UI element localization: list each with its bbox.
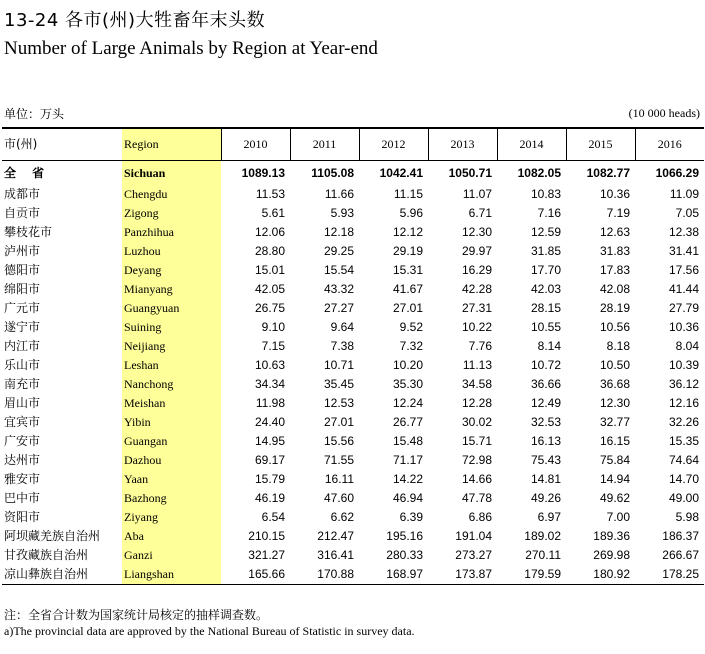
cell-value: 43.32 bbox=[323, 282, 354, 296]
cell-value: 16.15 bbox=[599, 434, 630, 448]
cell-value: 12.06 bbox=[254, 225, 285, 239]
cell-region-name: Ganzi bbox=[122, 546, 221, 565]
cell-value: 7.00 bbox=[606, 510, 630, 524]
cell-value: 7.19 bbox=[606, 206, 630, 220]
cell-value: 7.76 bbox=[468, 339, 492, 353]
cell-value: 42.03 bbox=[530, 282, 561, 296]
cell-value: 9.64 bbox=[330, 320, 354, 334]
cell-city-name: 巴中市 bbox=[4, 491, 41, 505]
cell-value: 31.85 bbox=[530, 244, 561, 258]
cell-city-name: 泸州市 bbox=[4, 244, 41, 258]
cell-value: 6.39 bbox=[399, 510, 423, 524]
cell-city-name: 雅安市 bbox=[4, 472, 41, 486]
cell-value: 27.31 bbox=[461, 301, 492, 315]
cell-city-name: 遂宁市 bbox=[4, 320, 41, 334]
cell-city-name: 眉山市 bbox=[4, 396, 41, 410]
cell-value: 71.17 bbox=[392, 453, 423, 467]
cell-value: 72.98 bbox=[461, 453, 492, 467]
cell-region-name: Mianyang bbox=[122, 280, 221, 299]
cell-value: 16.11 bbox=[324, 472, 354, 486]
cell-value: 42.28 bbox=[461, 282, 492, 296]
cell-value: 1105.08 bbox=[311, 166, 354, 180]
table-header-row bbox=[2, 128, 704, 161]
cell-value: 14.81 bbox=[530, 472, 561, 486]
cell-value: 6.86 bbox=[468, 510, 492, 524]
cell-region-name: Deyang bbox=[122, 261, 221, 280]
cell-value: 28.19 bbox=[599, 301, 630, 315]
table-row bbox=[2, 470, 704, 489]
cell-value: 269.98 bbox=[593, 548, 630, 562]
cell-city-name: 阿坝藏羌族自治州 bbox=[4, 529, 101, 543]
table-row bbox=[2, 299, 704, 318]
cell-value: 35.45 bbox=[323, 377, 354, 391]
cell-value: 12.63 bbox=[599, 225, 630, 239]
cell-value: 11.09 bbox=[669, 187, 699, 201]
cell-region-name: Suining bbox=[122, 318, 221, 337]
cell-region-name: Chengdu bbox=[122, 185, 221, 204]
cell-city-name: 凉山彝族自治州 bbox=[2, 565, 122, 585]
cell-value: 7.16 bbox=[537, 206, 561, 220]
cell-value: 42.08 bbox=[599, 282, 630, 296]
cell-value: 12.28 bbox=[461, 396, 492, 410]
cell-value: 165.66 bbox=[221, 565, 290, 585]
cell-value: 75.43 bbox=[530, 453, 561, 467]
cell-value: 12.12 bbox=[392, 225, 423, 239]
cell-region-name: Guangyuan bbox=[122, 299, 221, 318]
cell-value: 10.56 bbox=[599, 320, 630, 334]
cell-value: 14.22 bbox=[392, 472, 423, 486]
cell-region-name: Meishan bbox=[122, 394, 221, 413]
cell-region-name: Yibin bbox=[122, 413, 221, 432]
cell-value: 12.30 bbox=[461, 225, 492, 239]
table-row bbox=[2, 489, 704, 508]
cell-value: 30.02 bbox=[461, 415, 492, 429]
cell-value: 29.25 bbox=[323, 244, 354, 258]
cell-value: 7.05 bbox=[675, 206, 699, 220]
cell-value: 17.56 bbox=[668, 263, 699, 277]
table-row bbox=[2, 413, 704, 432]
cell-value: 49.62 bbox=[599, 491, 630, 505]
unit-label-chinese: 单位：万头 bbox=[4, 107, 65, 121]
cell-value: 75.84 bbox=[599, 453, 630, 467]
cell-region-name: Panzhihua bbox=[122, 223, 221, 242]
cell-value: 71.55 bbox=[323, 453, 354, 467]
cell-value: 186.37 bbox=[662, 529, 699, 543]
cell-value: 14.70 bbox=[668, 472, 699, 486]
cell-value: 212.47 bbox=[317, 529, 354, 543]
cell-value: 69.17 bbox=[254, 453, 285, 467]
cell-value: 46.19 bbox=[254, 491, 285, 505]
cell-value: 195.16 bbox=[386, 529, 423, 543]
cell-value: 36.12 bbox=[668, 377, 699, 391]
header-year: 2013 bbox=[428, 128, 497, 161]
cell-value: 11.07 bbox=[462, 187, 492, 201]
header-year: 2010 bbox=[221, 128, 290, 161]
cell-value: 5.96 bbox=[399, 206, 423, 220]
cell-value: 15.48 bbox=[392, 434, 423, 448]
table-row bbox=[2, 432, 704, 451]
table-total-row bbox=[2, 161, 704, 186]
cell-value: 7.15 bbox=[261, 339, 285, 353]
cell-city-name: 攀枝花市 bbox=[4, 225, 53, 239]
cell-value: 12.38 bbox=[668, 225, 699, 239]
cell-city-name: 内江市 bbox=[4, 339, 41, 353]
table-row bbox=[2, 204, 704, 223]
cell-city-name: 资阳市 bbox=[4, 510, 41, 524]
cell-city-name: 达州市 bbox=[4, 453, 41, 467]
cell-value: 270.11 bbox=[525, 548, 561, 562]
cell-value: 10.39 bbox=[668, 358, 699, 372]
cell-value: 11.13 bbox=[462, 358, 492, 372]
cell-value: 10.36 bbox=[599, 187, 630, 201]
cell-value: 49.26 bbox=[530, 491, 561, 505]
cell-value: 14.94 bbox=[599, 472, 630, 486]
cell-value: 1042.41 bbox=[379, 166, 423, 180]
header-year: 2014 bbox=[497, 128, 566, 161]
cell-region-name: Guangan bbox=[122, 432, 221, 451]
header-year: 2012 bbox=[359, 128, 428, 161]
page-title-chinese: 13-24 各市(州)大牲畜年末头数 bbox=[4, 10, 266, 31]
cell-value: 1082.05 bbox=[517, 166, 561, 180]
cell-value: 189.02 bbox=[524, 529, 561, 543]
cell-region-name: Liangshan bbox=[122, 565, 221, 585]
cell-city-name: 自贡市 bbox=[4, 206, 41, 220]
cell-city-name: 全 省 bbox=[4, 166, 51, 180]
cell-value: 12.18 bbox=[323, 225, 354, 239]
cell-value: 316.41 bbox=[317, 548, 354, 562]
cell-value: 17.83 bbox=[599, 263, 630, 277]
cell-region-name: Nanchong bbox=[122, 375, 221, 394]
cell-city-name: 南充市 bbox=[4, 377, 41, 391]
cell-city-name: 成都市 bbox=[4, 187, 41, 201]
livestock-table bbox=[2, 127, 704, 585]
cell-region-name: Aba bbox=[122, 527, 221, 546]
cell-value: 41.67 bbox=[392, 282, 423, 296]
cell-value: 47.78 bbox=[461, 491, 492, 505]
cell-city-name: 绵阳市 bbox=[4, 282, 41, 296]
table-row bbox=[2, 508, 704, 527]
cell-value: 9.10 bbox=[261, 320, 285, 334]
cell-region-name: Sichuan bbox=[122, 161, 221, 186]
cell-value: 6.71 bbox=[468, 206, 492, 220]
table-row bbox=[2, 527, 704, 546]
cell-value: 12.24 bbox=[392, 396, 423, 410]
cell-value: 15.56 bbox=[323, 434, 354, 448]
cell-value: 12.30 bbox=[599, 396, 630, 410]
cell-value: 29.19 bbox=[392, 244, 423, 258]
cell-value: 280.33 bbox=[386, 548, 423, 562]
cell-value: 11.66 bbox=[324, 187, 354, 201]
cell-value: 12.49 bbox=[530, 396, 561, 410]
table-row bbox=[2, 451, 704, 470]
cell-value: 15.35 bbox=[668, 434, 699, 448]
page-title-english: Number of Large Animals by Region at Year-end bbox=[4, 38, 378, 59]
cell-region-name: Bazhong bbox=[122, 489, 221, 508]
cell-value: 34.34 bbox=[254, 377, 285, 391]
footnote-english: a)The provincial data are approved by the National Bureau of Statistic in survey data. bbox=[4, 624, 415, 638]
cell-value: 32.53 bbox=[530, 415, 561, 429]
cell-region-name: Luzhou bbox=[122, 242, 221, 261]
cell-value: 7.32 bbox=[399, 339, 423, 353]
cell-value: 36.68 bbox=[599, 377, 630, 391]
cell-value: 47.60 bbox=[323, 491, 354, 505]
cell-value: 32.77 bbox=[599, 415, 630, 429]
cell-value: 16.13 bbox=[530, 434, 561, 448]
cell-value: 10.55 bbox=[530, 320, 561, 334]
cell-value: 49.00 bbox=[668, 491, 699, 505]
cell-value: 321.27 bbox=[248, 548, 285, 562]
cell-region-name: Dazhou bbox=[122, 451, 221, 470]
cell-value: 1082.77 bbox=[586, 166, 630, 180]
table-row bbox=[2, 546, 704, 565]
footnote-chinese: 注：全省合计数为国家统计局核定的抽样调查数。 bbox=[4, 608, 269, 622]
cell-value: 26.75 bbox=[254, 301, 285, 315]
cell-value: 168.97 bbox=[359, 565, 428, 585]
cell-value: 6.62 bbox=[330, 510, 354, 524]
cell-value: 6.97 bbox=[537, 510, 561, 524]
header-region: Region bbox=[122, 128, 221, 161]
cell-value: 12.53 bbox=[323, 396, 354, 410]
cell-value: 15.71 bbox=[461, 434, 492, 448]
cell-value: 10.83 bbox=[530, 187, 561, 201]
cell-value: 26.77 bbox=[392, 415, 423, 429]
cell-value: 273.27 bbox=[455, 548, 492, 562]
cell-value: 173.87 bbox=[428, 565, 497, 585]
cell-value: 5.61 bbox=[261, 206, 285, 220]
cell-value: 179.59 bbox=[497, 565, 566, 585]
cell-value: 14.95 bbox=[254, 434, 285, 448]
cell-value: 5.98 bbox=[675, 510, 699, 524]
cell-value: 28.15 bbox=[530, 301, 561, 315]
cell-value: 8.04 bbox=[675, 339, 699, 353]
cell-value: 27.27 bbox=[323, 301, 354, 315]
table-row bbox=[2, 565, 704, 585]
cell-value: 24.40 bbox=[254, 415, 285, 429]
cell-value: 9.52 bbox=[399, 320, 423, 334]
cell-value: 210.15 bbox=[248, 529, 285, 543]
cell-value: 11.98 bbox=[255, 396, 285, 410]
cell-value: 14.66 bbox=[461, 472, 492, 486]
cell-city-name: 德阳市 bbox=[4, 263, 41, 277]
cell-city-name: 广安市 bbox=[4, 434, 41, 448]
table-row bbox=[2, 356, 704, 375]
cell-value: 27.01 bbox=[392, 301, 423, 315]
cell-value: 31.83 bbox=[599, 244, 630, 258]
cell-value: 10.71 bbox=[323, 358, 354, 372]
cell-value: 10.63 bbox=[254, 358, 285, 372]
cell-value: 74.64 bbox=[668, 453, 699, 467]
cell-city-name: 广元市 bbox=[4, 301, 41, 315]
cell-value: 42.05 bbox=[254, 282, 285, 296]
cell-value: 27.01 bbox=[323, 415, 354, 429]
cell-city-name: 宜宾市 bbox=[4, 415, 41, 429]
cell-value: 32.26 bbox=[668, 415, 699, 429]
cell-region-name: Neijiang bbox=[122, 337, 221, 356]
table-row bbox=[2, 394, 704, 413]
cell-value: 6.54 bbox=[261, 510, 285, 524]
cell-value: 189.36 bbox=[593, 529, 630, 543]
cell-value: 1089.13 bbox=[241, 166, 285, 180]
cell-value: 28.80 bbox=[254, 244, 285, 258]
table-row bbox=[2, 223, 704, 242]
cell-value: 31.41 bbox=[668, 244, 699, 258]
cell-city-name: 甘孜藏族自治州 bbox=[4, 548, 89, 562]
cell-value: 15.01 bbox=[254, 263, 285, 277]
cell-value: 1050.71 bbox=[448, 166, 492, 180]
cell-value: 15.79 bbox=[254, 472, 285, 486]
table-row bbox=[2, 337, 704, 356]
table-row bbox=[2, 242, 704, 261]
cell-value: 180.92 bbox=[566, 565, 635, 585]
cell-region-name: Zigong bbox=[122, 204, 221, 223]
cell-value: 29.97 bbox=[461, 244, 492, 258]
cell-value: 12.59 bbox=[530, 225, 561, 239]
cell-value: 41.44 bbox=[668, 282, 699, 296]
cell-value: 266.67 bbox=[662, 548, 699, 562]
cell-value: 11.15 bbox=[393, 187, 423, 201]
cell-value: 10.72 bbox=[530, 358, 561, 372]
table-row bbox=[2, 261, 704, 280]
header-city: 市(州) bbox=[2, 128, 122, 161]
cell-value: 27.79 bbox=[668, 301, 699, 315]
cell-city-name: 乐山市 bbox=[4, 358, 41, 372]
table-row bbox=[2, 280, 704, 299]
cell-value: 10.22 bbox=[461, 320, 492, 334]
table-row bbox=[2, 318, 704, 337]
cell-value: 7.38 bbox=[330, 339, 354, 353]
cell-value: 12.16 bbox=[668, 396, 699, 410]
cell-value: 178.25 bbox=[635, 565, 704, 585]
header-year: 2015 bbox=[566, 128, 635, 161]
cell-value: 11.53 bbox=[255, 187, 285, 201]
cell-value: 16.29 bbox=[461, 263, 492, 277]
header-year: 2016 bbox=[635, 128, 704, 161]
table-row bbox=[2, 185, 704, 204]
cell-region-name: Leshan bbox=[122, 356, 221, 375]
cell-value: 10.36 bbox=[668, 320, 699, 334]
cell-region-name: Yaan bbox=[122, 470, 221, 489]
header-year: 2011 bbox=[290, 128, 359, 161]
cell-value: 170.88 bbox=[290, 565, 359, 585]
cell-value: 46.94 bbox=[392, 491, 423, 505]
unit-label-english: (10 000 heads) bbox=[628, 106, 700, 120]
table-row bbox=[2, 375, 704, 394]
cell-value: 10.50 bbox=[599, 358, 630, 372]
cell-value: 17.70 bbox=[530, 263, 561, 277]
cell-value: 10.20 bbox=[392, 358, 423, 372]
cell-value: 15.54 bbox=[323, 263, 354, 277]
cell-value: 8.14 bbox=[537, 339, 561, 353]
cell-region-name: Ziyang bbox=[122, 508, 221, 527]
cell-value: 35.30 bbox=[392, 377, 423, 391]
cell-value: 191.04 bbox=[455, 529, 492, 543]
cell-value: 15.31 bbox=[392, 263, 423, 277]
cell-value: 5.93 bbox=[330, 206, 354, 220]
cell-value: 36.66 bbox=[530, 377, 561, 391]
cell-value: 34.58 bbox=[461, 377, 492, 391]
cell-value: 1066.29 bbox=[655, 166, 699, 180]
cell-value: 8.18 bbox=[606, 339, 630, 353]
